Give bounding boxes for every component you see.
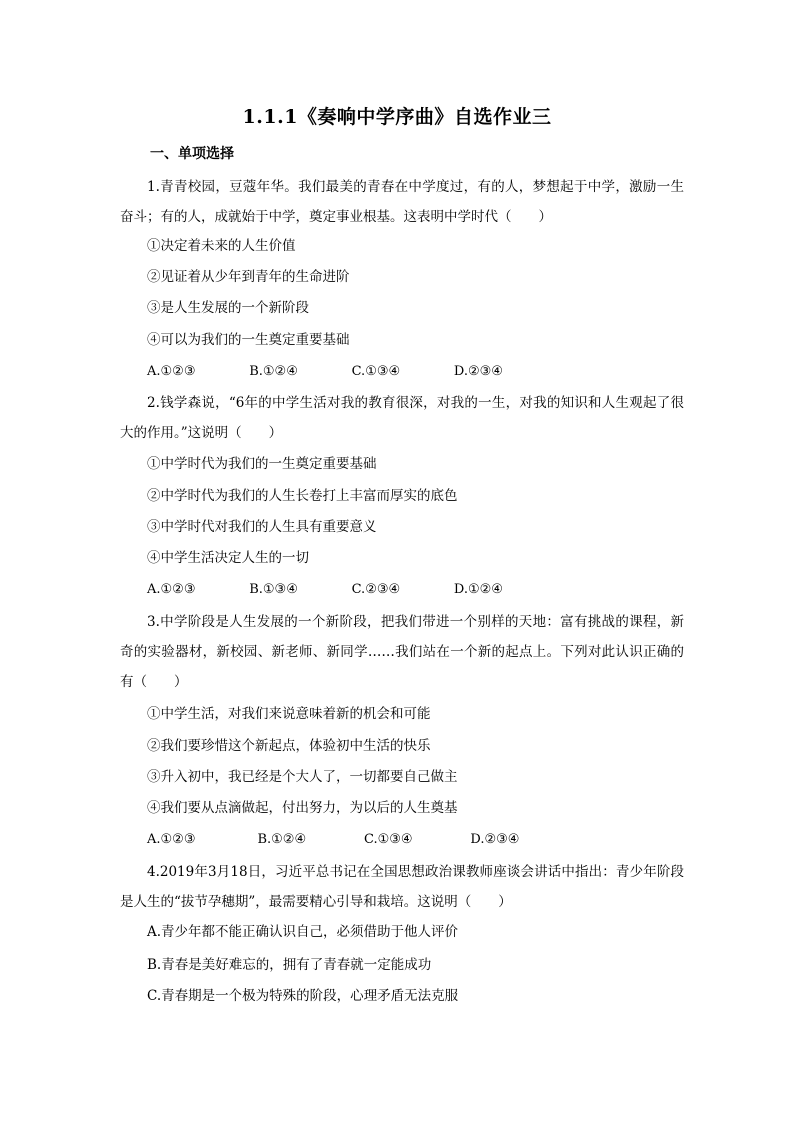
question-4-stem: 4.2019年3月18日，习近平总书记在全国思想政治课教师座谈会讲话中指出：青少年阶段是人生的“拔节孕穗期”，最需要精心引导和栽培。这说明（ ） xyxy=(120,864,684,910)
question-2-option-3: ③中学时代对我们的人生具有重要意义 xyxy=(147,519,377,535)
question-4-option-a: A.青少年都不能正确认识自己，必须借助于他人评价 xyxy=(147,924,459,940)
question-3-option-3: ③升入初中，我已经是个大人了，一切都要自己做主 xyxy=(147,769,458,785)
question-1-option-4: ④可以为我们的一生奠定重要基础 xyxy=(147,332,350,348)
question-3-choices: A.①②③ B.①②④ C.①③④ D.②③④ xyxy=(147,832,520,847)
question-3-stem: 3.中学阶段是人生发展的一个新阶段，把我们带进一个别样的天地：富有挑战的课程，新奇的实验器材，新校园、新老师、新同学……我们站在一个新的起点上。下列对此认识正确的有（ ） xyxy=(120,614,684,690)
question-3-option-2: ②我们要珍惜这个新起点，体验初中生活的快乐 xyxy=(147,738,431,754)
question-1-choices: A.①②③ B.①②④ C.①③④ D.②③④ xyxy=(147,364,503,379)
question-2-option-4: ④中学生活决定人生的一切 xyxy=(147,550,309,566)
question-2-option-1: ①中学时代为我们的一生奠定重要基础 xyxy=(147,456,377,472)
question-2-stem: 2.钱学森说，“6年的中学生活对我的教育很深，对我的一生，对我的知识和人生观起了很大的作用。”这说明（ ） xyxy=(120,395,684,441)
page-title: 1.1.1《奏响中学序曲》自选作业三 xyxy=(242,106,552,128)
question-4-option-b: B.青春是美好难忘的，拥有了青春就一定能成功 xyxy=(147,957,432,973)
section-heading: 一、单项选择 xyxy=(150,146,234,162)
question-4-option-c: C.青春期是一个极为特殊的阶段，心理矛盾无法克服 xyxy=(147,988,459,1004)
question-1-option-3: ③是人生发展的一个新阶段 xyxy=(147,300,309,316)
question-3-option-4: ④我们要从点滴做起，付出努力，为以后的人生奠基 xyxy=(147,800,458,816)
question-1-stem: 1.青青校园，豆蔻年华。我们最美的青春在中学度过，有的人，梦想起于中学，激励一生奋斗；有的人，成就始于中学，奠定事业根基。这表明中学时代（ ） xyxy=(120,179,684,225)
question-3-option-1: ①中学生活，对我们来说意味着新的机会和可能 xyxy=(147,706,431,722)
question-2-choices: A.①②③ B.①③④ C.②③④ D.①②④ xyxy=(147,582,503,597)
question-1-option-2: ②见证着从少年到青年的生命进阶 xyxy=(147,269,350,285)
question-2-option-2: ②中学时代为我们的人生长卷打上丰富而厚实的底色 xyxy=(147,488,458,504)
question-1-option-1: ①决定着未来的人生价值 xyxy=(147,238,296,254)
